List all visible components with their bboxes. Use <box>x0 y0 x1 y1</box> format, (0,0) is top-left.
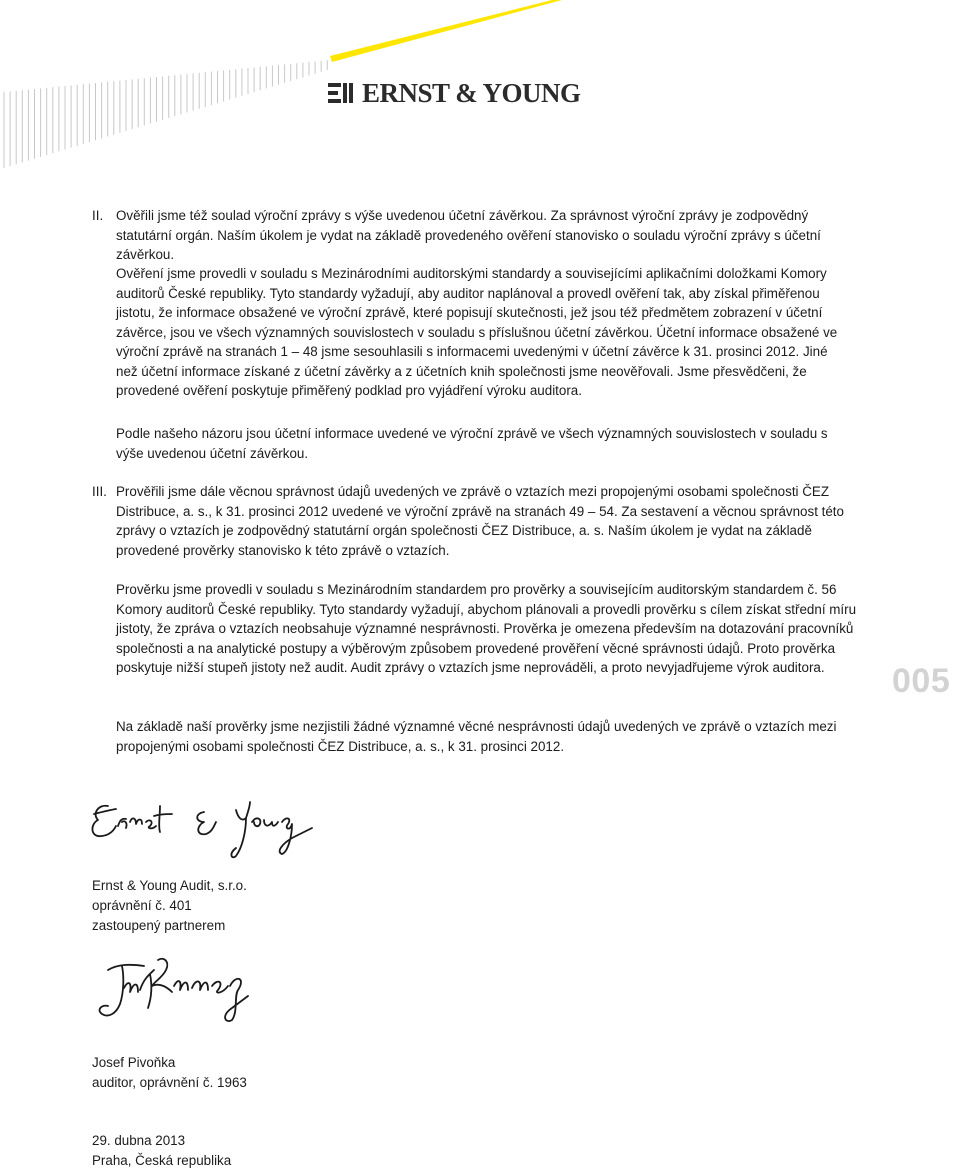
section-paragraph: Ověření jsme provedli v souladu s Mezinárodními auditorskými standardy a souvisejícími aplikačními doložkami Komory auditorů České republiky. Tyto standardy vyžadují, aby auditor naplánoval a provedl ověření tak, aby získal přiměřenou jistotu, že informace obsažené ve výroční zprávě, které popisují skutečnosti, jež jsou též předmětem zobrazení v účetní závěrce, jsou ve všech významných souvislostech v souladu s příslušnou účetní závěrkou. Účetní informace obsažené ve výroční zprávě na stranách 1 – 48 jsme sesouhlasili s informacemi uvedenými v účetní závěrce k 31. prosinci 2012. Jiné než účetní informace získané z účetní závěrky a z účetních knih společnosti jsme neověřovali. Jsme přesvědčeni, že provedené ověření poskytuje přiměřený podklad pro vyjádření výroku auditora. <box>116 266 838 398</box>
firm-license: oprávnění č. 401 <box>92 898 192 913</box>
firm-block <box>92 876 247 936</box>
section-iii <box>92 482 862 560</box>
auditor-block <box>92 1053 247 1093</box>
section-numeral: II. <box>92 208 104 223</box>
section-paragraph: Na základě naší prověrky jsme nezjistili žádné významné věcné nesprávnosti údajů uvedených ve zprávě o vztazích mezi propojenými osobami společnosti ČEZ Distribuce, a. s., k 31. prosinci 2012. <box>116 719 837 754</box>
section-paragraph: Prověřili jsme dále věcnou správnost údajů uvedených ve zprávě o vztazích mezi propojenými osobami společnosti ČEZ Distribuce, a. s., k 31. prosinci 2012 uvedené ve výroční zprávě na stranách 49 – 54. Za sestavení a věcnou správnost této zprávy o vztazích je zodpovědný statutární orgán společnosti ČEZ Distribuce, a. s. Naším úkolem je vydat na základě provedené prověrky stanovisko k této zprávě o vztazích. <box>116 484 844 558</box>
section-numeral: III. <box>92 484 107 499</box>
section-paragraph: Ověřili jsme též soulad výroční zprávy s výše uvedenou účetní závěrkou. Za správnost výroční zprávy je zodpovědný statutární orgán. Naším úkolem je vydat na základě provedeného ověření stanovisko o souladu výroční zprávy s účetní závěrkou. <box>116 208 821 262</box>
report-date: 29. dubna 2013 <box>92 1133 186 1148</box>
auditor-signature <box>88 952 258 1024</box>
firm-name: Ernst & Young Audit, s.r.o. <box>92 878 247 893</box>
firm-represented-by: zastoupený partnerem <box>92 918 226 933</box>
auditor-license: auditor, oprávnění č. 1963 <box>92 1075 247 1090</box>
ey-logo-text: ERNST & YOUNG <box>362 78 581 108</box>
section-paragraph: Prověrku jsme provedli v souladu s Mezinárodním standardem pro prověrky a souvisejícím auditorským standardem č. 56 Komory auditorů České republiky. Tyto standardy vyžadují, abychom plánovali a provedli prověrku s cílem získat střední míru jistoty, že zpráva o vztazích neobsahuje významné nesprávnosti. Prověrka je omezena především na dotazování pracovníků společnosti a na analytické postupy a výběrovým způsobem provedené prověření věcné správnosti údajů. Proto prověrka poskytuje nižší stupeň jistoty než audit. Audit zprávy o vztazích jsme neprováděli, a proto nevyjadřujeme výrok auditora. <box>116 582 857 675</box>
ey-logo-icon <box>328 80 356 108</box>
report-place: Praha, Česká republika <box>92 1153 232 1168</box>
perspective-stripes <box>4 60 327 168</box>
ey-logo <box>328 78 581 109</box>
section-paragraph: Podle našeho názoru jsou účetní informace uvedené ve výroční zprávě ve všech významných souvislostech v souladu s výše uvedenou účetní závěrkou. <box>116 426 828 461</box>
auditor-name: Josef Pivoňka <box>92 1055 176 1070</box>
firm-signature <box>86 792 326 864</box>
date-block <box>92 1131 231 1171</box>
section-ii <box>92 206 862 265</box>
yellow-beam <box>330 0 562 62</box>
page-number: 005 <box>892 662 951 700</box>
